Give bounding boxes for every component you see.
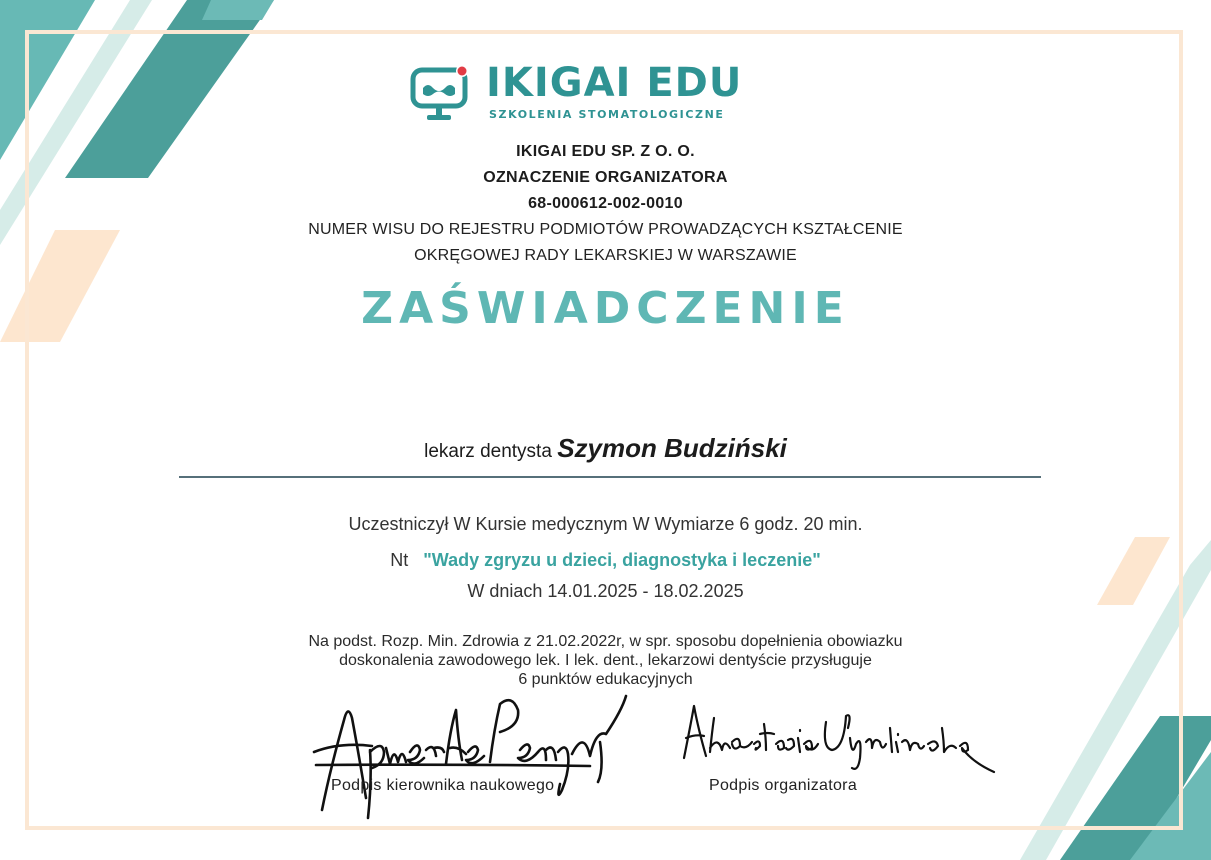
participation-line: Uczestniczył W Kursie medycznym W Wymiarze 6 godz. 20 min.	[348, 514, 863, 534]
organizer-signature	[676, 698, 1001, 778]
brand-tagline: SZKOLENIA STOMATOLOGICZNE	[489, 108, 725, 121]
organizer-company: IKIGAI EDU SP. Z O. O.	[516, 143, 695, 160]
certificate-title: ZAŚWIADCZENIE	[361, 283, 850, 334]
registry-line-2: OKRĘGOWEJ RADY LEKARSKIEJ W WARSZAWIE	[414, 247, 797, 264]
course-dates: W dniach 14.01.2025 - 18.02.2025	[467, 581, 744, 601]
recipient-prefix: lekarz dentysta	[424, 441, 552, 462]
monitor-tooth-logo-icon	[410, 64, 472, 122]
signature-label-organizer: Podpis organizatora	[709, 777, 858, 794]
organizer-designation-label: OZNACZENIE ORGANIZATORA	[483, 169, 728, 186]
course-title: "Wady zgryzu u dzieci, diagnostyka i leczenie"	[423, 550, 821, 570]
legal-line-3: 6 punktów edukacyjnych	[518, 671, 693, 688]
signature-label-scientific-director: Podpis kierownika naukowego	[331, 777, 555, 794]
brand-name: IKIGAI EDU	[486, 60, 743, 106]
recipient-name: Szymon Budziński	[557, 433, 787, 463]
brand-logo	[410, 62, 800, 124]
legal-line-1: Na podst. Rozp. Min. Zdrowia z 21.02.2022r, w spr. sposobu dopełnienia obowiazku	[308, 633, 903, 650]
registry-line-1: NUMER WISU DO REJESTRU PODMIOTÓW PROWADZĄCYCH KSZTAŁCENIE	[308, 221, 903, 238]
organizer-designation-number: 68-000612-002-0010	[528, 195, 683, 212]
name-underline	[179, 476, 1041, 478]
course-prefix: Nt	[390, 550, 409, 570]
recipient-row	[0, 433, 1211, 464]
legal-line-2: doskonalenia zawodowego lek. I lek. dent., lekarzowi dentyście przysługuje	[339, 652, 872, 669]
scientific-director-signature	[300, 690, 640, 825]
course-row	[0, 550, 1211, 571]
